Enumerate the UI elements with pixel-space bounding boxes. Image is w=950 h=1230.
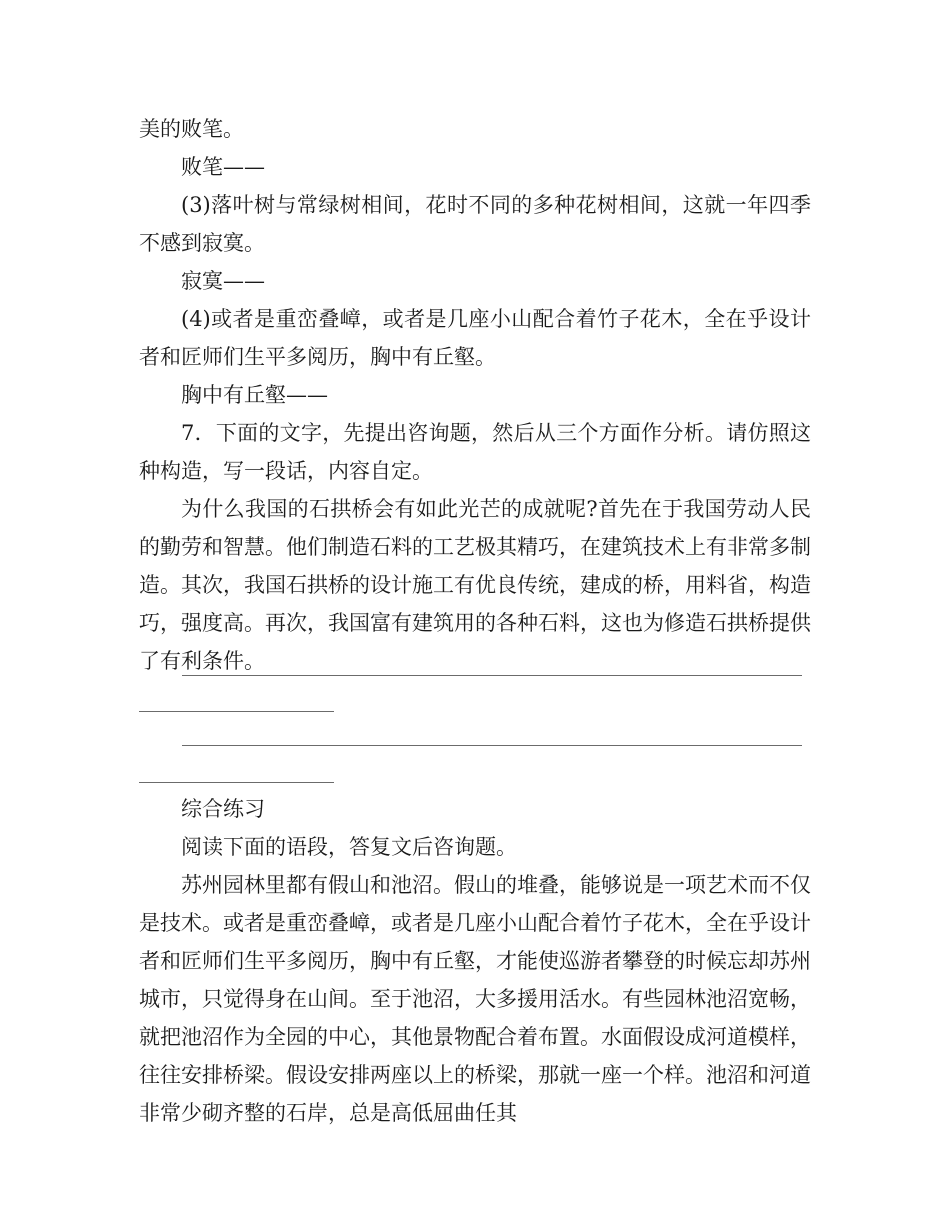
answer-line-1b bbox=[139, 711, 334, 712]
reading-passage: 苏州园林里都有假山和池沼。假山的堆叠，能够说是一项艺术而不仅是技术。或者是重峦叠嶂，或者是几座小山配合着竹子花木，全在乎设计者和匠师们生平多阅历，胸中有丘壑，才能使巡游者攀登的时候忘却苏州城市，只觉得身在山间。至于池沼，大多援用活水。有些园林池沼宽畅，就把池沼作为全园的中心，其他景物配合着布置。水面假设成河道模样，往往安排桥梁。假设安排两座以上的桥梁，那就一座一个样。池沼和河道非常少砌齐整的石岸，总是高低屈曲任其 bbox=[139, 873, 811, 1125]
answer-prompt-jimo: 寂寞—— bbox=[181, 269, 265, 293]
reading-instruction: 阅读下面的语段，答复文后咨询题。 bbox=[181, 835, 517, 859]
question-item-3: (3)落叶树与常绿树相间，花时不同的多种花树相间，这就一年四季不感到寂寞。 bbox=[139, 193, 811, 255]
answer-line-1a bbox=[182, 675, 802, 676]
answer-prompt-qiuhe: 胸中有丘壑—— bbox=[181, 383, 328, 407]
question-7: 7．下面的文字，先提出咨询题，然后从三个方面作分析。请仿照这种构造，写一段话，内容自定。 bbox=[139, 421, 811, 483]
example-paragraph: 为什么我国的石拱桥会有如此光芒的成就呢?首先在于我国劳动人民的勤劳和智慧。他们制造石料的工艺极其精巧，在建筑技术上有非常多制造。其次，我国石拱桥的设计施工有优良传统，建成的桥，用料省，构造巧，强度高。再次，我国富有建筑用的各种石料，这也为修造石拱桥提供了有利条件。 bbox=[139, 497, 811, 673]
answer-line-2b bbox=[139, 782, 334, 783]
answer-prompt-baibi: 败笔—— bbox=[181, 155, 265, 179]
question-item-4: (4)或者是重峦叠嶂，或者是几座小山配合着竹子花木，全在乎设计者和匠师们生平多阅历，胸中有丘壑。 bbox=[139, 307, 811, 369]
answer-line-2a bbox=[182, 745, 802, 746]
paragraph-continuation: 美的败笔。 bbox=[139, 117, 244, 141]
section-heading: 综合练习 bbox=[181, 797, 265, 821]
